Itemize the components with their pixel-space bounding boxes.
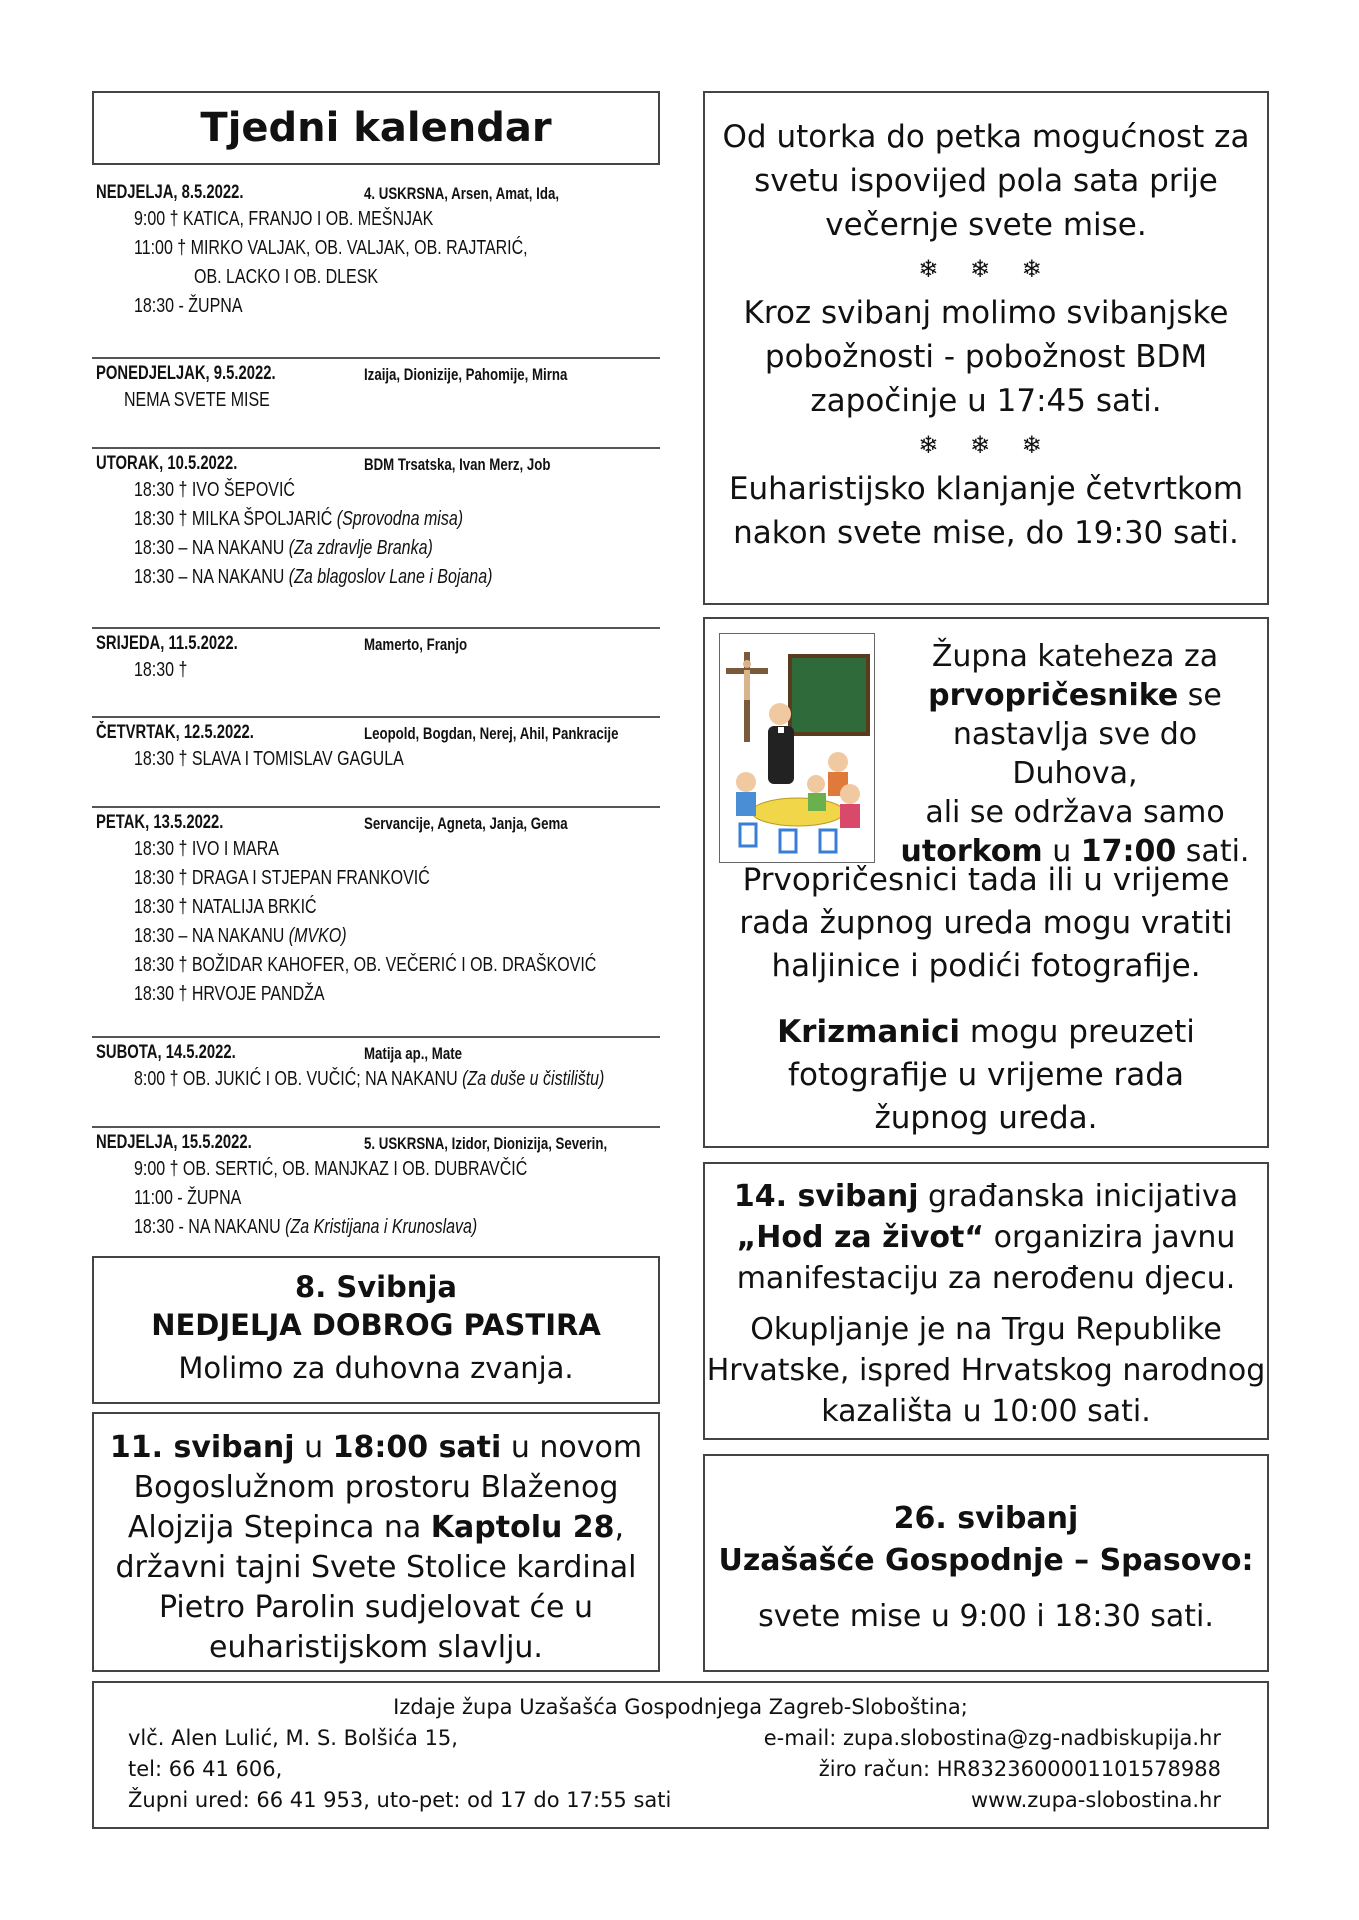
adoration-text [705,467,1267,555]
text-span: mogu preuzeti [960,1014,1195,1050]
text-line: Pietro Parolin sudjelovat će u [158,1590,594,1625]
gathering-text [705,1309,1267,1432]
day-saints: Servancije, Agneta, Janja, Gema [364,814,568,833]
giro-account: žiro račun: HR8323600001101578988 [818,1757,1221,1781]
calendar-day [92,718,660,808]
text-span: u [294,1430,333,1465]
bold-text: Kaptolu 28 [430,1510,615,1545]
day-saints: 4. USKRSNA, Arsen, Amat, Ida, [364,184,560,203]
text-line: rada župnog ureda mogu vratiti [739,905,1233,941]
day-header [92,1128,660,1156]
day-date: PETAK, 13.5.2022. [96,812,224,833]
day-date: ČETVRTAK, 12.5.2022. [96,722,254,743]
calendar-title: Tjedni kalendar [200,105,552,151]
mass-entry-text: 18:30 † MILKA ŠPOLJARIĆ (Sprovodna misa) [134,508,464,530]
confession-notice [703,91,1269,605]
first-communion-return-text [715,859,1257,988]
email-address: e-mail: zupa.slobostina@zg-nadbiskupija.hr [763,1726,1221,1750]
mass-entry [92,981,660,1010]
bold-text: 11. svibanj [109,1430,295,1465]
text-line: svetu ispovijed pola sata prije [754,163,1218,199]
mass-entry-text: NEMA SVETE MISE [124,389,270,411]
good-shepherd-text: Molimo za duhovna zvanja. [178,1351,574,1385]
mass-entry-text: 18:30 – NA NAKANU (MVKO) [134,925,347,947]
text-line: pobožnosti - pobožnost BDM [764,339,1208,375]
mass-entry [92,836,660,865]
separator-stars: ❄ ❄ ❄ [918,255,1054,283]
text-line [715,1011,1257,1054]
day-saints: Mamerto, Franjo [364,635,468,654]
mass-intention-note: (MVKO) [288,925,347,947]
phone-number: tel: 66 41 606, [128,1757,283,1781]
good-shepherd-notice [92,1256,660,1404]
text-span: u [1042,834,1081,869]
day-header [92,178,660,206]
text-line: euharistijskom slavlju. [209,1630,543,1665]
text-line [94,1508,658,1548]
bold-text: 18:00 sati [332,1430,502,1465]
mass-entry-text: 9:00 † KATICA, FRANJO I OB. MEŠNJAK [134,208,434,230]
mass-entry-text: 18:30 † NATALIJA BRKIĆ [134,896,317,918]
day-saints: Izaija, Dionizije, Pahomije, Mirna [364,365,568,384]
day-header [92,449,660,477]
mass-entry-text: 18:30 – NA NAKANU (Za zdravlje Branka) [134,537,433,559]
mass-entry [92,952,660,981]
bold-text: 14. svibanj [733,1179,919,1214]
mass-entry-text: 18:30 † [134,659,188,681]
calendar-day [92,629,660,718]
catechesis-notice [703,617,1269,1148]
text-line [893,676,1257,715]
text-line: Prvopričesnici tada ili u vrijeme [742,862,1230,898]
text-line: večernje svete mise. [825,207,1147,243]
text-line: Kroz svibanj molimo svibanjske [743,295,1229,331]
text-line [705,1176,1267,1217]
mass-entry-text: 18:30 – NA NAKANU (Za blagoslov Lane i Bojana) [134,566,493,588]
day-date: UTORAK, 10.5.2022. [96,453,238,474]
website-link[interactable]: www.zupa-slobostina.hr [971,1788,1221,1812]
good-shepherd-title: NEDJELJA DOBROG PASTIRA [151,1308,601,1342]
ascension-masses: svete mise u 9:00 i 18:30 sati. [758,1599,1214,1634]
calendar-day [92,178,660,359]
day-date: PONEDJELJAK, 9.5.2022. [96,363,276,384]
text-line: Okupljanje je na Trgu Republike [750,1312,1222,1347]
text-line: nakon svete mise, do 19:30 sati. [733,515,1239,551]
day-date: SUBOTA, 14.5.2022. [96,1042,236,1063]
mass-entry-text: 18:30 † IVO I MARA [134,838,279,860]
text-line: haljinice i podići fotografije. [771,948,1201,984]
mass-entry [92,293,660,322]
day-header [92,808,660,836]
first-communion-text [893,637,1257,871]
mass-entry [92,535,660,564]
mass-entry-text: 9:00 † OB. SERTIĆ, OB. MANJKAZ I OB. DUBRAVČIĆ [134,1158,528,1180]
mass-entry [92,1185,660,1214]
text-line [705,1217,1267,1258]
walk-for-life-notice [703,1162,1269,1440]
text-line: započinje u 17:45 sati. [810,383,1162,419]
mass-entry-text: 18:30 † IVO ŠEPOVIĆ [134,479,295,501]
ascension-title: Uzašašće Gospodnje – Spasovo: [718,1543,1254,1578]
mass-intention-note: (Za Kristijana i Krunoslava) [285,1216,478,1238]
weekly-calendar [92,178,660,1278]
catechesis-illustration [719,633,875,863]
text-line: ali se održava samo [925,795,1225,830]
day-saints: Matija ap., Mate [364,1044,462,1063]
mass-entry-text: 18:30 † DRAGA I STJEPAN FRANKOVIĆ [134,867,430,889]
text-line: Hrvatske, ispred Hrvatskog narodnog [706,1353,1266,1388]
mass-entry [92,564,660,593]
ascension-date: 26. svibanj [893,1501,1079,1536]
mass-entry-text: 18:30 † SLAVA I TOMISLAV GAGULA [134,748,404,770]
mass-entry-text: 11:00 - ŽUPNA [134,1187,242,1209]
mass-entry [92,1066,660,1095]
good-shepherd-date: 8. Svibnja [295,1270,457,1304]
mass-entry [92,235,660,264]
bold-text: 17:00 [1080,834,1177,869]
mass-entry [92,657,660,686]
calendar-day [92,449,660,629]
text-line: Župna kateheza za [931,639,1219,674]
text-span: u novom [501,1430,643,1465]
priest-address: vlč. Alen Lulić, M. S. Bolšića 15, [128,1726,458,1750]
mass-intention-note: (Za blagoslov Lane i Bojana) [288,566,493,588]
confirmation-text [715,1011,1257,1140]
kaptol-notice [92,1412,660,1672]
text-line [94,1428,658,1468]
office-hours: Župni ured: 66 41 953, uto-pet: od 17 do 17:55 sati [128,1788,672,1812]
mass-entry [92,1214,660,1243]
confession-text [705,115,1267,247]
text-span: organizira javnu [984,1220,1236,1255]
text-line: župnog ureda. [874,1100,1098,1136]
day-saints: 5. USKRSNA, Izidor, Dionizija, Severin, [364,1134,608,1153]
mass-entry [92,206,660,235]
text-line: kazališta u 10:00 sati. [821,1394,1151,1429]
day-header [92,718,660,746]
day-date: NEDJELJA, 15.5.2022. [96,1132,252,1153]
mass-entry-text: 11:00 † MIRKO VALJAK, OB. VALJAK, OB. RAJTARIĆ, [134,237,528,259]
day-header [92,629,660,657]
mass-entry-text: OB. LACKO I OB. DLESK [194,266,379,288]
ascension-notice [703,1454,1269,1672]
mass-entry-text: 18:30 † HRVOJE PANDŽA [134,983,325,1005]
mass-intention-note: (Sprovodna misa) [336,508,464,530]
text-span: , [614,1510,625,1545]
may-devotions-text [705,291,1267,423]
calendar-day [92,1038,660,1128]
mass-entry-text: 8:00 † OB. JUKIĆ I OB. VUČIĆ; NA NAKANU (Za duše u čistilištu) [134,1068,605,1090]
mass-entry [92,865,660,894]
text-span: se [1178,678,1222,713]
mass-entry [92,506,660,535]
day-date: NEDJELJA, 8.5.2022. [96,182,244,203]
mass-entry-text: 18:30 - NA NAKANU (Za Kristijana i Krunoslava) [134,1216,478,1238]
mass-intention-note: (Za zdravlje Branka) [288,537,433,559]
mass-entry [92,264,660,293]
calendar-day [92,808,660,1038]
separator-stars: ❄ ❄ ❄ [918,431,1054,459]
text-line: nastavlja sve do Duhova, [952,717,1198,791]
bold-text: utorkom [900,834,1043,869]
text-line: manifestaciju za nerođenu djecu. [736,1261,1236,1296]
day-saints: BDM Trsatska, Ivan Merz, Job [364,455,551,474]
text-line: Bogoslužnom prostoru Blaženog [133,1470,619,1505]
text-span: građanska inicijativa [918,1179,1239,1214]
text-line: fotografije u vrijeme rada [788,1057,1184,1093]
mass-entry [92,894,660,923]
day-header [92,359,660,387]
text-span: Alojzija Stepinca na [127,1510,431,1545]
text-line: Od utorka do petka mogućnost za [722,119,1250,155]
text-line: Euharistijsko klanjanje četvrtkom [728,471,1244,507]
mass-entry-text: 18:30 - ŽUPNA [134,295,243,317]
mass-entry [92,923,660,952]
text-line: državni tajni Svete Stolice kardinal [115,1550,637,1585]
calendar-title-box [92,91,660,165]
mass-intention-note: (Za duše u čistilištu) [462,1068,605,1090]
mass-entry [92,746,660,775]
day-header [92,1038,660,1066]
footer-contacts [92,1681,1269,1829]
mass-entry [92,1156,660,1185]
day-date: SRIJEDA, 11.5.2022. [96,633,238,654]
bold-text: prvopričesnike [928,678,1179,713]
calendar-day [92,359,660,449]
day-saints: Leopold, Bogdan, Nerej, Ahil, Pankracije [364,724,619,743]
publisher-text: Izdaje župa Uzašašća Gospodnjega Zagreb-Sloboština; [393,1695,968,1719]
mass-entry [92,387,660,416]
mass-entry-text: 18:30 † BOŽIDAR KAHOFER, OB. VEČERIĆ I OB. DRAŠKOVIĆ [134,954,597,976]
mass-entry [92,477,660,506]
bold-text: „Hod za život“ [736,1220,985,1255]
text-span: sati. [1176,834,1250,869]
bold-text: Krizmanici [777,1014,961,1050]
